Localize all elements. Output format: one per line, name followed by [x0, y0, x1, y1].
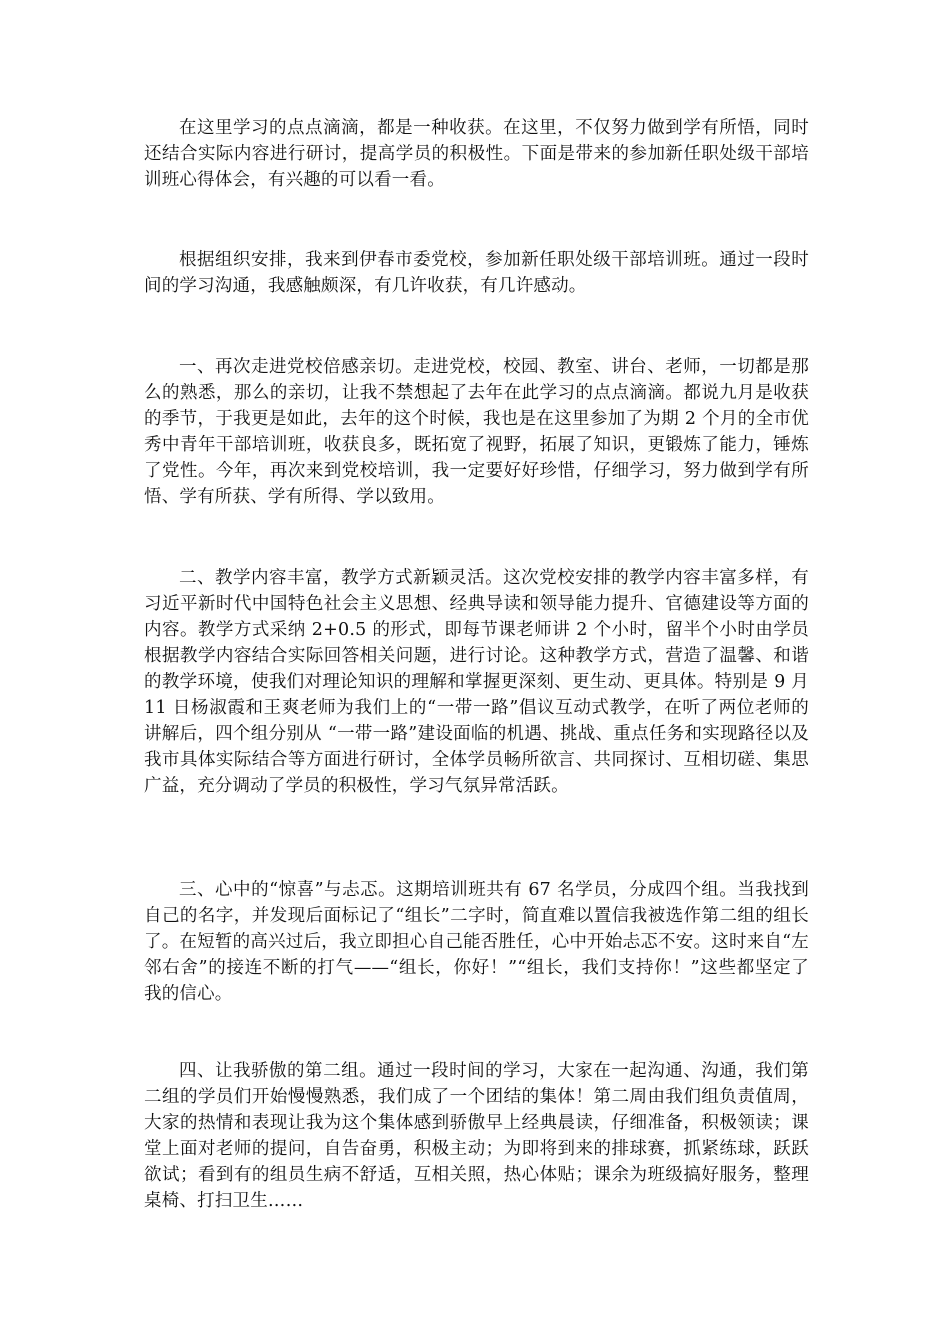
section-1-paragraph: 一、再次走进党校倍感亲切。走进党校，校园、教室、讲台、老师，一切都是那么的熟悉，那么的亲切，让我不禁想起了去年在此学习的点点滴滴。都说九月是收获的季节，于我更是如此，去年的这个时候，我也是在这里参加了为期 2 个月的全市优秀中青年干部培训班，收获良多，既拓宽了视野，拓展了知识，更锻炼了能力，锤炼了党性。今年，再次来到党校培训，我一定要好好珍惜，仔细学习，努力做到学有所悟、学有所获、学有所得、学以致用。: [144, 357, 809, 507]
section-3-paragraph: 三、心中的“惊喜”与忐忑。这期培训班共有 67 名学员，分成四个组。当我找到自己的名字，并发现后面标记了“组长”二字时，简直难以置信我被选作第二组的组长了。在短暂的高兴过后，我立即担心自己能否胜任，心中开始忐忑不安。这时来自“左邻右舍”的接连不断的打气——“组长，你好！”“组长，我们支持你！”这些都坚定了我的信心。: [144, 880, 809, 1004]
paragraph-arrival: 根据组织安排，我来到伊春市委党校，参加新任职处级干部培训班。通过一段时间的学习沟通，我感触颇深，有几许收获，有几许感动。: [144, 250, 809, 296]
intro-paragraph: 在这里学习的点点滴滴，都是一种收获。在这里，不仅努力做到学有所悟，同时还结合实际内容进行研讨，提高学员的积极性。下面是带来的参加新任职处级干部培训班心得体会，有兴趣的可以看一看。: [144, 118, 809, 190]
section-4-paragraph: 四、让我骄傲的第二组。通过一段时间的学习，大家在一起沟通、沟通，我们第二组的学员们开始慢慢熟悉，我们成了一个团结的集体！第二周由我们组负责值周，大家的热情和表现让我为这个集体感到骄傲早上经典晨读，仔细准备，积极领读；课堂上面对老师的提问，自告奋勇，积极主动；为即将到来的排球赛，抓紧练球，跃跃欲试；看到有的组员生病不舒适，互相关照，热心体贴；课余为班级搞好服务，整理桌椅、打扫卫生……: [144, 1061, 809, 1211]
section-2-paragraph: 二、教学内容丰富，教学方式新颖灵活。这次党校安排的教学内容丰富多样，有习近平新时代中国特色社会主义思想、经典导读和领导能力提升、官德建设等方面的内容。教学方式采纳 2+0.5 的形式，即每节课老师讲 2 个小时，留半个小时由学员根据教学内容结合实际回答相关问题，进行讨论。这种教学方式，营造了温馨、和谐的教学环境，使我们对理论知识的理解和掌握更深刻、更生动、更具体。特别是 9 月 11 日杨淑霞和王爽老师为我们上的“一带一路”倡议互动式教学，在听了两位老师的讲解后，四个组分别从 “一带一路”建设面临的机遇、挑战、重点任务和实现路径以及我市具体实际结合等方面进行研讨，全体学员畅所欲言、共同探讨、互相切磋、集思广益，充分调动了学员的积极性，学习气氛异常活跃。: [144, 568, 809, 796]
